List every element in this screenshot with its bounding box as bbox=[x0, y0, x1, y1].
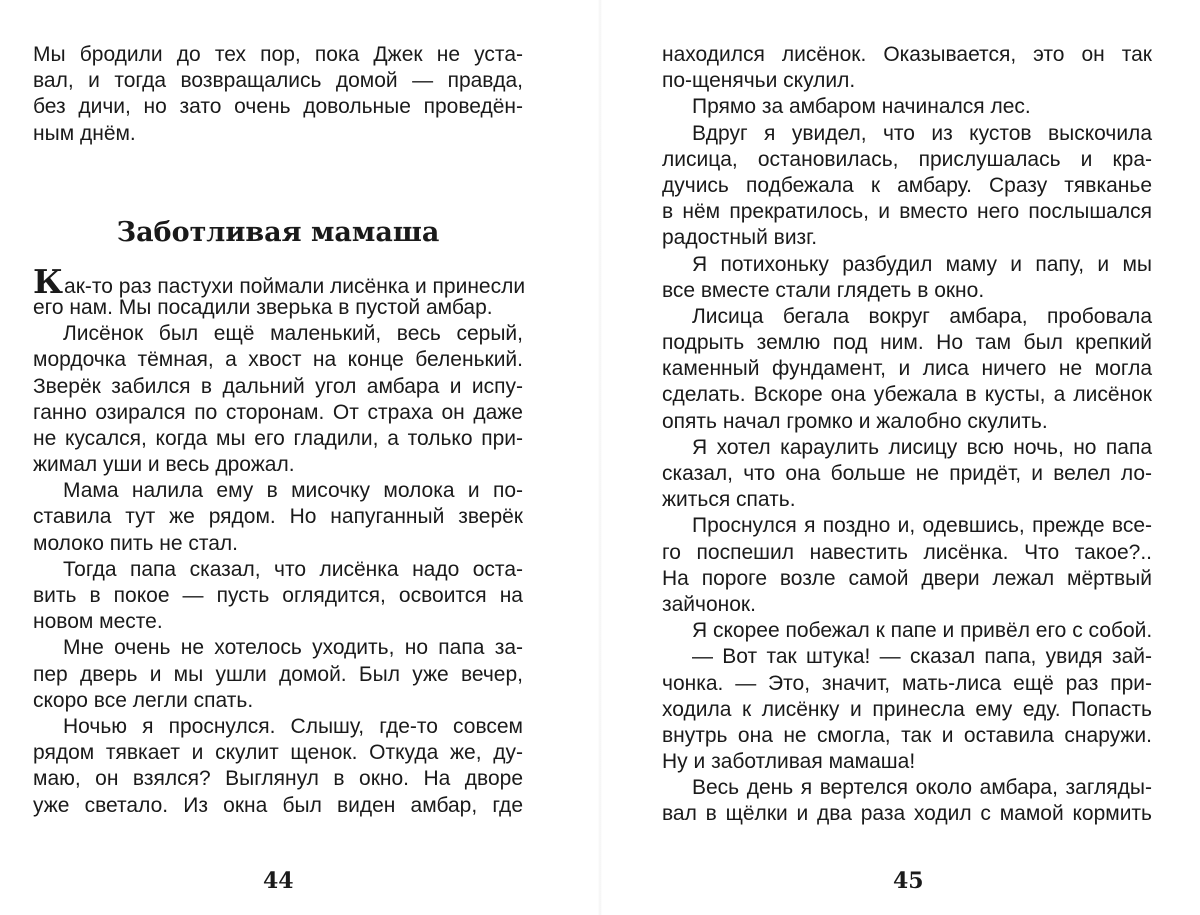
text-line: находился лисёнок. Оказывается, это он так bbox=[662, 43, 1152, 66]
right-text-column bbox=[662, 42, 1152, 828]
text-fragment: ак-то раз пастухи поймали лисёнка и принесли bbox=[64, 274, 526, 298]
text-line: внутрь она не смогла, так и оставила снаружи. bbox=[662, 723, 1152, 747]
text-line: Тогда папа сказал, что лисёнка надо оста- bbox=[63, 557, 523, 581]
text-line: Я хотел караулить лисицу всю ночь, но папа bbox=[692, 435, 1152, 459]
text-line: без дичи, но зато очень довольные проведён- bbox=[33, 95, 523, 119]
section-spacer bbox=[33, 147, 523, 217]
text-line: Весь день я вертелся около амбара, загляды- bbox=[692, 776, 1152, 800]
text-line: На пороге возле самой двери лежал мёртвый bbox=[662, 566, 1152, 590]
text-line: все вместе стали глядеть в окно. bbox=[662, 278, 985, 302]
first-paragraph-line bbox=[33, 261, 526, 301]
text-line: Прямо за амбаром начинался лес. bbox=[692, 95, 1031, 119]
drop-cap: К bbox=[33, 261, 64, 301]
text-line: житься спать. bbox=[662, 488, 796, 512]
text-line: ным днём. bbox=[33, 121, 136, 145]
text-line: радостный визг. bbox=[662, 226, 818, 250]
text-line: вить в покое — пусть оглядится, освоится на bbox=[33, 584, 523, 607]
text-line: сделать. Вскоре она убежала в кусты, а лисёнок bbox=[662, 383, 1152, 407]
text-line: его нам. Мы посадили зверька в пустой амбар. bbox=[33, 295, 493, 319]
text-line: скоро все легли спать. bbox=[33, 688, 254, 712]
text-line: Я потихоньку разбудил маму и папу, и мы bbox=[692, 252, 1152, 276]
text-line: зайчонок. bbox=[662, 592, 756, 616]
text-line: не кусался, когда мы его гладили, а только при- bbox=[33, 426, 523, 450]
text-line: мордочка тёмная, а хвост на конце беленький. bbox=[33, 348, 523, 372]
text-line: чонка. — Это, значит, мать-лиса ещё раз при- bbox=[662, 671, 1152, 695]
story-title: Заботливая мамаша bbox=[116, 216, 440, 248]
text-line: рядом тявкает и скулит щенок. Откуда же, ду- bbox=[33, 741, 523, 765]
text-line: Лисёнок был ещё маленький, весь серый, bbox=[63, 322, 523, 346]
text-line: — Вот так штука! — сказал папа, увидя зай- bbox=[692, 645, 1152, 669]
text-line: каменный фундамент, и лиса ничего не могла bbox=[662, 357, 1152, 381]
text-line: Ночью я проснулся. Слышу, где-то совсем bbox=[63, 714, 523, 738]
text-line: лисица, остановилась, прислушалась и кра- bbox=[662, 147, 1152, 171]
text-line: дучись подбежала к амбару. Сразу тявканье bbox=[662, 173, 1152, 197]
text-line: Ну и заботливая мамаша! bbox=[662, 750, 916, 774]
text-line: Мне очень не хотелось уходить, но папа за- bbox=[63, 636, 523, 660]
text-line: в нём прекратилось, и вместо него послышался bbox=[662, 200, 1152, 224]
text-line: пер дверь и мы ушли домой. Был уже вечер, bbox=[33, 662, 523, 686]
text-line: маю, он взялся? Выглянул в окно. На дворе bbox=[33, 767, 523, 791]
section-spacer bbox=[33, 249, 523, 269]
text-line: Проснулся я поздно и, одевшись, прежде все- bbox=[692, 514, 1152, 538]
text-line: го поспешил навестить лисёнка. Что такое?.. bbox=[662, 540, 1152, 564]
text-line: Вдруг я увидел, что из кустов выскочила bbox=[692, 121, 1152, 145]
text-line: жимал уши и весь дрожал. bbox=[33, 453, 295, 477]
text-line: ганно озирался по сторонам. От страха он даже bbox=[33, 400, 523, 424]
text-line: ходила к лисёнку и принесла ему еду. Попасть bbox=[662, 697, 1152, 721]
text-line: Мы бродили до тех пор, пока Джек не уста- bbox=[33, 43, 523, 66]
page-number: 45 bbox=[893, 868, 924, 894]
text-line: Лисица бегала вокруг амбара, пробовала bbox=[692, 304, 1152, 328]
text-line: Мама налила ему в мисочку молока и по- bbox=[63, 479, 523, 503]
text-line: Зверёк забился в дальний угол амбара и испу- bbox=[33, 374, 523, 398]
text-line: уже светало. Из окна был виден амбар, где bbox=[33, 793, 523, 817]
text-line: опять начал громко и жалобно скулить. bbox=[662, 409, 1048, 433]
left-text-column bbox=[33, 42, 526, 819]
text-line: вал, и тогда возвращались домой — правда, bbox=[33, 69, 523, 93]
text-line: новом месте. bbox=[33, 610, 163, 634]
text-line: сказал, что она больше не придёт, и велел ло- bbox=[662, 462, 1152, 485]
text-line: по-щенячьи скулил. bbox=[662, 69, 856, 93]
text-line: подрыть землю под ним. Но там был крепкий bbox=[662, 331, 1152, 355]
page-number: 44 bbox=[263, 868, 294, 894]
text-line: Я скорее побежал к папе и привёл его с собой. bbox=[692, 619, 1153, 643]
text-line: молоко пить не стал. bbox=[33, 531, 239, 555]
text-line: вал в щёлки и два раза ходил с мамой кормить bbox=[662, 802, 1152, 826]
text-line: ставила тут же рядом. Но напуганный зверёк bbox=[33, 505, 523, 529]
right-page bbox=[600, 0, 1200, 915]
